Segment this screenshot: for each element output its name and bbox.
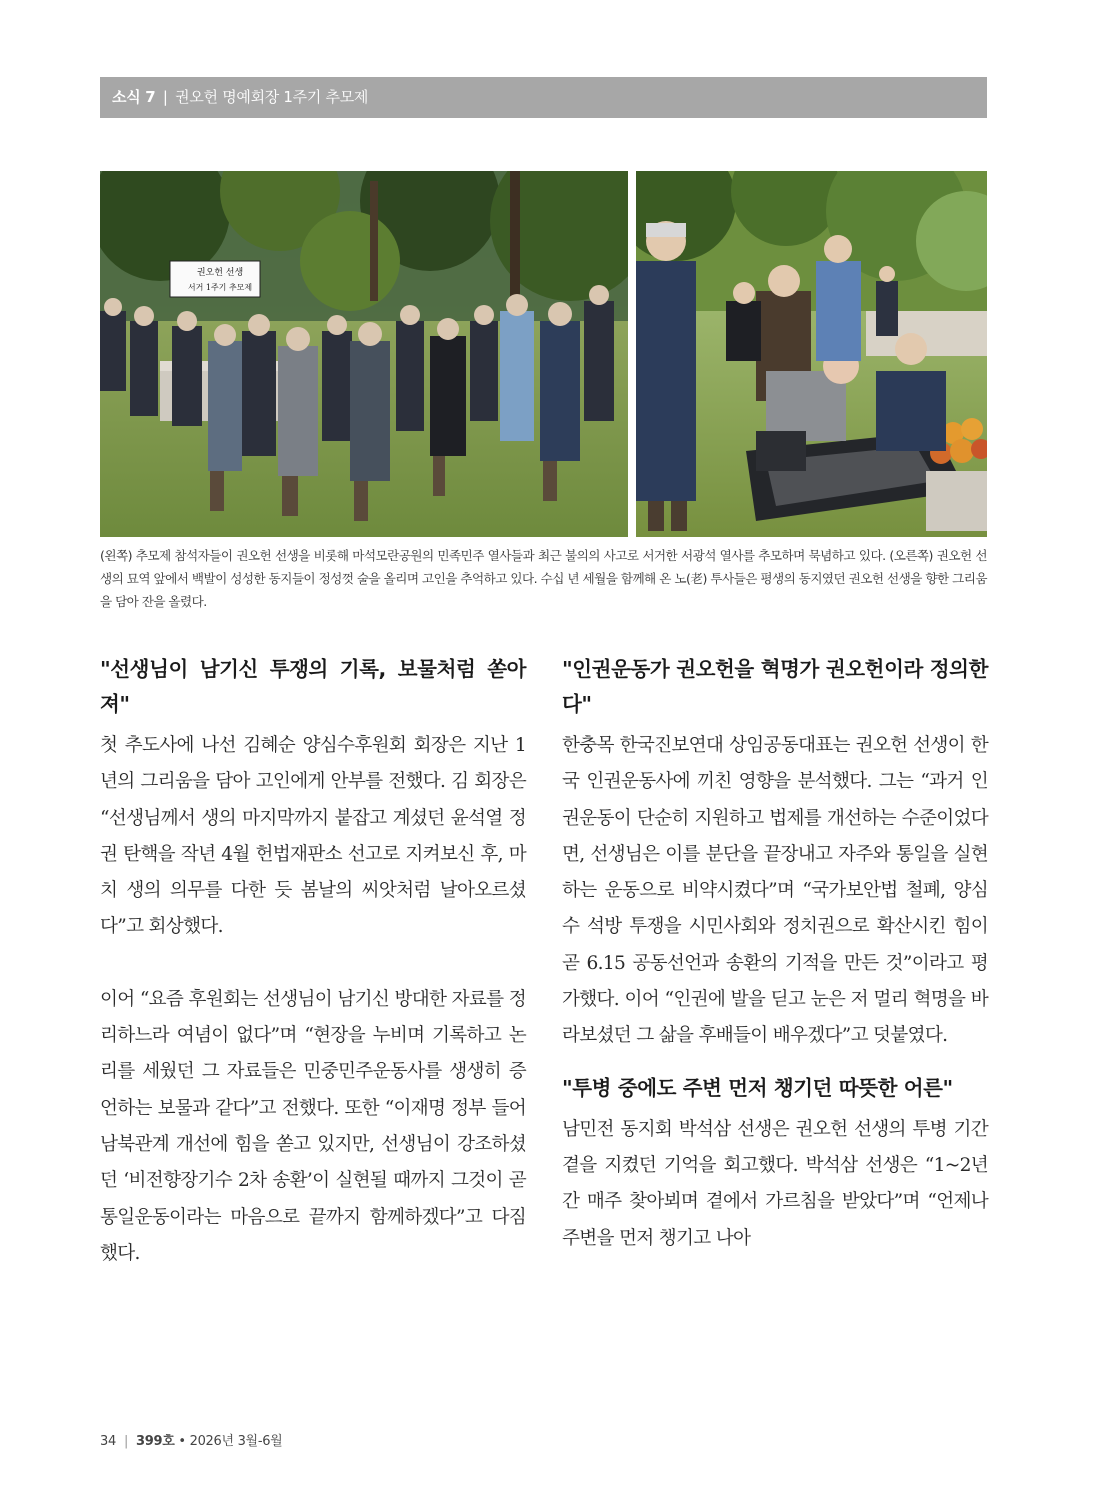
memorial-banner-line1: 권오헌 선생	[196, 268, 244, 278]
photo-caption: (왼쪽) 추모제 참석자들이 권오헌 선생을 비롯해 마석모란공원의 민족민주 열사들과 최근 불의의 사고로 서거한 서광석 열사를 추모하며 묵념하고 있다. (오른쪽) 권오헌 선생의 묘역 앞에서 백발이 성성한 동지들이 정성껏 술을 올리며 고인을 추억하고 있다. 수십 년 세월을 함께해 온 노(老) 투사들은 평생의 동지였던 권오헌 선생을 향한 그리움을 담아 잔을 올렸다.	[100, 548, 987, 609]
body-paragraph: 이어 “요즘 후원회는 선생님이 남기신 방대한 자료를 정리하느라 여념이 없다”며 “현장을 누비며 기록하고 논리를 세웠던 그 자료들은 민중민주운동사를 생생히 증언하는 보물과 같다”고 전했다. 또한 “이재명 정부 들어 남북관계 개선에 힘을 쏟고 있지만, 선생님이 강조하셨던 ‘비전향장기수 2차 송환’이 실현될 때까지 그것이 곧 통일운동이라는 마음으로 끝까지 함께하겠다”고 다짐했다.	[100, 988, 526, 1264]
article-column-left	[100, 652, 526, 1272]
body-paragraph: 남민전 동지회 박석삼 선생은 권오헌 선생의 투병 기간 곁을 지켰던 기억을 회고했다. 박석삼 선생은 “1~2년간 매주 찾아뵈며 곁에서 가르침을 받았다”며 “언제나 주변을 먼저 챙기고 나아	[562, 1118, 988, 1249]
memorial-photo-right	[636, 171, 987, 537]
subheading-1: "선생님이 남기신 투쟁의 기록, 보물처럼 쏟아져"	[100, 657, 526, 716]
memorial-photo-left-image	[100, 171, 628, 537]
memorial-photo-right-image	[636, 171, 987, 537]
issue-date: 2026년 3월-6월	[189, 1434, 283, 1449]
body-paragraph: 한충목 한국진보연대 상임공동대표는 권오헌 선생이 한국 인권운동사에 끼친 영향을 분석했다. 그는 “과거 인권운동이 단순히 지원하고 법제를 개선하는 수준이었다면, 선생님은 이를 분단을 끝장내고 자주와 통일을 실현하는 운동으로 비약시켰다”며 “국가보안법 철폐, 양심수 석방 투쟁을 시민사회와 정치권으로 확산시킨 힘이 곧 6.15 공동선언과 송환의 기적을 만든 것”이라고 평가했다. 이어 “인권에 발을 딛고 눈은 저 멀리 혁명을 바라보셨던 그 삶을 후배들이 배우겠다”고 덧붙였다.	[562, 735, 988, 1047]
subheading-3: "투병 중에도 주변 먼저 챙기던 따뜻한 어른"	[562, 1075, 953, 1100]
article-column-right	[562, 652, 988, 1257]
footer-separator: |	[123, 1434, 129, 1449]
page-number: 34	[100, 1434, 116, 1449]
subheading-2: "인권운동가 권오헌을 혁명가 권오헌이라 정의한다"	[562, 657, 988, 716]
section-header-bar	[100, 77, 987, 118]
memorial-banner-line2: 서거 1주기 추모제	[187, 283, 253, 292]
body-paragraph: 첫 추도사에 나선 김혜순 양심수후원회 회장은 지난 1년의 그리움을 담아 고인에게 안부를 전했다. 김 회장은 “선생님께서 생의 마지막까지 붙잡고 계셨던 윤석열 정권 탄핵을 작년 4월 헌법재판소 선고로 지켜보신 후, 마치 생의 의무를 다한 듯 봄날의 씨앗처럼 날아오르셨다”고 회상했다.	[100, 735, 526, 938]
page-footer	[100, 1430, 282, 1449]
footer-dot: •	[178, 1434, 186, 1449]
section-title: 권오헌 명예회장 1주기 추모제	[175, 88, 369, 106]
issue-number: 399호	[136, 1434, 175, 1449]
section-label: 소식 7	[112, 88, 156, 106]
memorial-photo-left	[100, 171, 628, 537]
header-separator: |	[162, 88, 168, 106]
